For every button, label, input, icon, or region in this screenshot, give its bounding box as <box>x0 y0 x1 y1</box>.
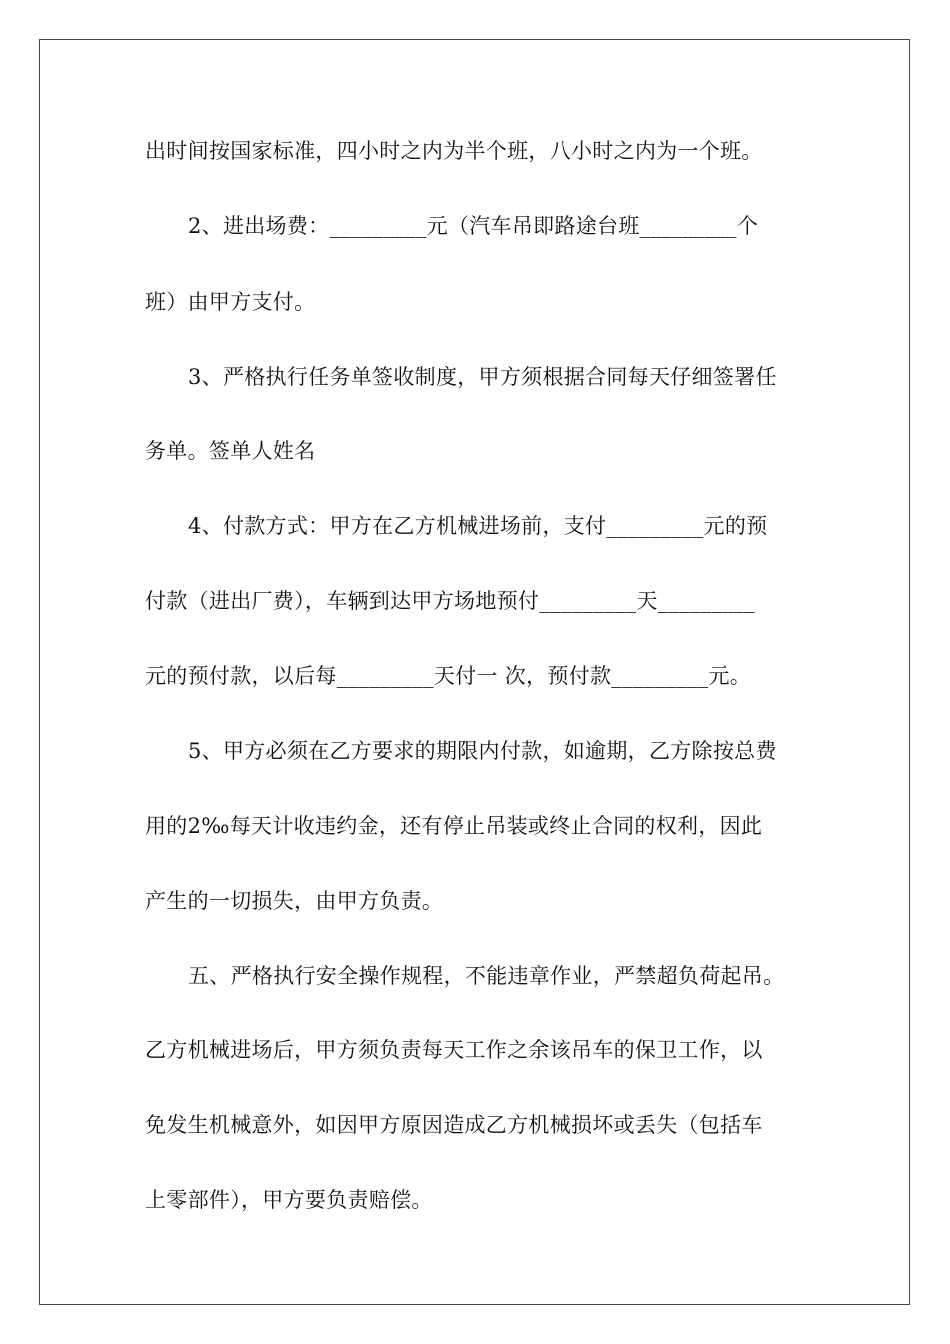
text-line: 付款（进出厂费），车辆到达甲方场地预付_________天_________ <box>145 589 755 613</box>
text-line: 五、严格执行安全操作规程，不能违章作业，严禁超负荷起吊。 <box>188 964 785 988</box>
text-line: 务单。签单人姓名 <box>145 439 316 463</box>
text-line: 5、甲方必须在乙方要求的期限内付款，如逾期，乙方除按总费 <box>188 739 777 763</box>
text-line: 出时间按国家标准，四小时之内为半个班，八小时之内为一个班。 <box>145 139 763 163</box>
text-line: 上零部件），甲方要负责赔偿。 <box>145 1188 433 1212</box>
text-line: 免发生机械意外，如因甲方原因造成乙方机械损坏或丢失（包括车 <box>145 1113 763 1137</box>
text-line: 产生的一切损失，由甲方负责。 <box>145 889 444 913</box>
text-line: 3、严格执行任务单签收制度，甲方须根据合同每天仔细签署任 <box>188 365 777 389</box>
text-line: 班）由甲方支付。 <box>145 290 316 314</box>
text-line: 4、付款方式：甲方在乙方机械进场前，支付_________元的预 <box>188 514 768 538</box>
text-line: 元的预付款，以后每_________天付一 次，预付款_________元。 <box>145 664 752 688</box>
text-line: 乙方机械进场后，甲方须负责每天工作之余该吊车的保卫工作，以 <box>145 1038 763 1062</box>
text-line: 用的2‰每天计收违约金，还有停止吊装或终止合同的权利，因此 <box>145 814 763 838</box>
text-line: 2、进出场费：_________元（汽车吊即路途台班_________个 <box>188 214 759 238</box>
